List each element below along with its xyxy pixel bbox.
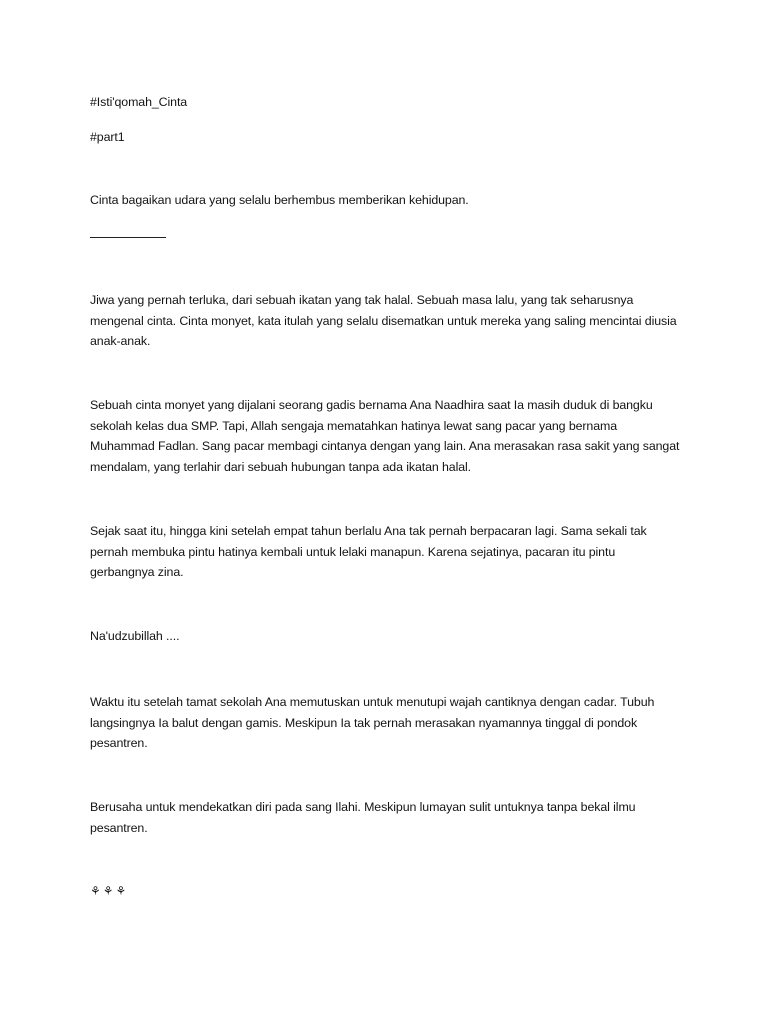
paragraph-4: Na'udzubillah ....: [90, 629, 180, 643]
paragraph-2: Sebuah cinta monyet yang dijalani seorang gadis bernama Ana Naadhira saat Ia masih duduk di bangku sekolah kelas dua SMP. Tapi, Allah sengaja mematahkan hatinya lewat sang pacar yang bernama Muhammad Fadlan. Sang pacar membagi cintanya dengan yang lain. Ana merasakan rasa sakit yang sangat mendalam, yang terlahir dari sebuah hubungan tanpa ada ikatan halal.: [90, 398, 680, 474]
flower-ornament-icon: ⚘⚘⚘: [90, 884, 129, 898]
paragraph-5: Waktu itu setelah tamat sekolah Ana memutuskan untuk menutupi wajah cantiknya dengan cadar. Tubuh langsingnya Ia balut dengan gamis. Meskipun Ia tak pernah merasakan nyamannya tinggal di pondok pesantren.: [90, 695, 655, 750]
hashtag-title: #Isti'qomah_Cinta: [90, 95, 188, 109]
paragraph-6: Berusaha untuk mendekatkan diri pada sang Ilahi. Meskipun lumayan sulit untuknya tanpa bekal ilmu pesantren.: [90, 800, 636, 835]
paragraph-1: Jiwa yang pernah terluka, dari sebuah ikatan yang tak halal. Sebuah masa lalu, yang tak seharusnya mengenal cinta. Cinta monyet, kata itulah yang selalu disematkan untuk mereka yang saling mencintai diusia anak-anak.: [90, 293, 677, 348]
section-divider: [90, 237, 166, 238]
intro-line: Cinta bagaikan udara yang selalu berhembus memberikan kehidupan.: [90, 193, 469, 207]
paragraph-3: Sejak saat itu, hingga kini setelah empat tahun berlalu Ana tak pernah berpacaran lagi. Sama sekali tak pernah membuka pintu hatinya kembali untuk lelaki manapun. Karena sejatinya, pacaran itu pintu gerbangnya zina.: [90, 524, 647, 579]
part-label: #part1: [90, 130, 125, 144]
